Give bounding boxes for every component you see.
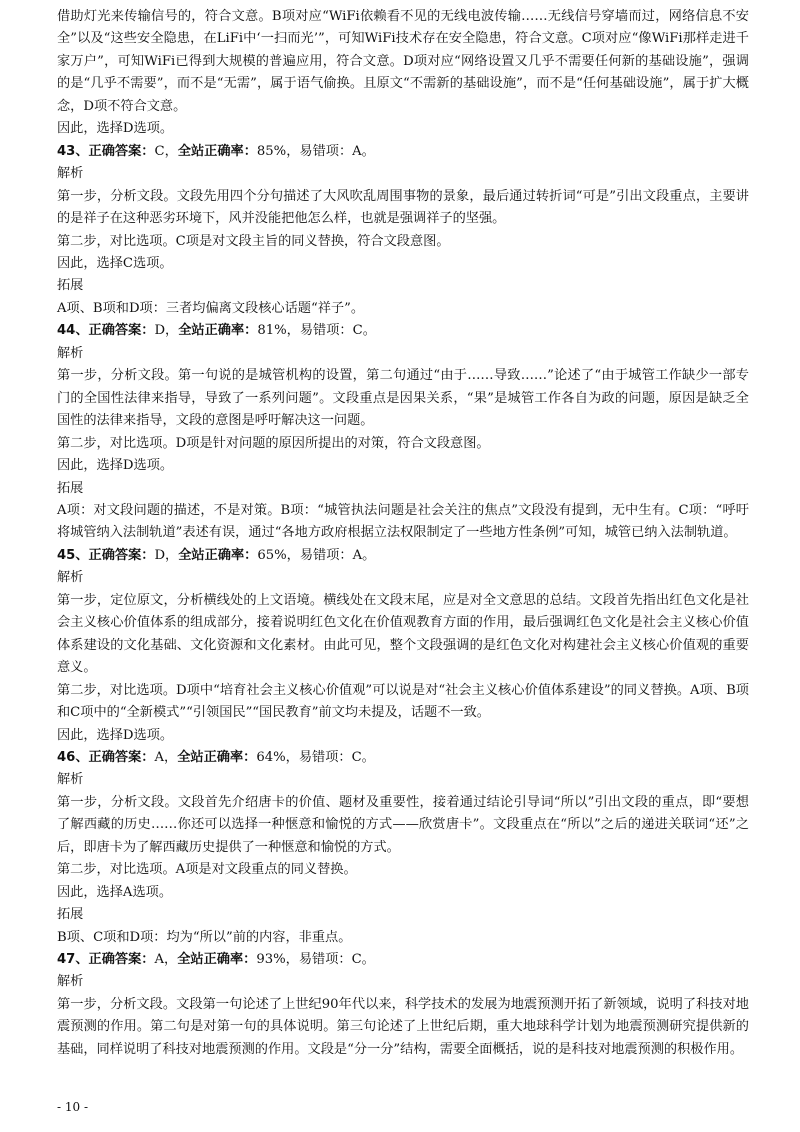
- conclusion: 因此，选择C选项。: [57, 255, 173, 271]
- answer-label: 正确答案：: [88, 323, 155, 339]
- answer-label: 正确答案：: [88, 547, 155, 563]
- section-label: 拓展: [57, 480, 84, 496]
- analysis-paragraph: 第一步，分析文段。文段首先介绍唐卡的价值、题材及重要性，接着通过结论引导词“所以”引出文段的重点，即“要想了解西藏的历史……你还可以选择一种惬意和愉悦的方式——欣赏唐卡”。文段重点在“所以”之后的递进关联词“还”之后，即唐卡为了解西藏历史提供了一种惬意和愉悦的方式。: [57, 794, 749, 855]
- section-label: 解析: [57, 772, 84, 788]
- rate-label: 全站正确率：: [178, 547, 258, 563]
- rate-label: 全站正确率：: [177, 749, 257, 765]
- analysis-paragraph: 第二步，对比选项。C项是对文段主旨的同义替换，符合文段意图。: [57, 233, 450, 249]
- answer-label: 正确答案：: [88, 952, 155, 968]
- conclusion: 因此，选择D选项。: [57, 727, 174, 743]
- answer-value: D，: [154, 547, 179, 563]
- section-label: 拓展: [57, 907, 84, 923]
- answer-label: 正确答案：: [88, 143, 155, 159]
- rate-label: 全站正确率：: [178, 323, 258, 339]
- section-label: 解析: [57, 974, 84, 990]
- question-number: 43、: [57, 143, 89, 159]
- question-number: 47、: [57, 952, 89, 968]
- answer-value: A，: [154, 952, 178, 968]
- conclusion: 因此，选择D选项。: [57, 458, 174, 474]
- analysis-paragraph: 第一步，分析文段。第一句说的是城管机构的设置，第二句通过“由于……导致……”论述了“由于城管工作缺少一部专门的全国性法律来指导，导致了一系列问题”。文段重点是因果关系，“果”是城管工作各自为政的问题，原因是缺乏全国性的法律来指导，文段的意图是呼吁解决这一问题。: [57, 368, 749, 429]
- analysis-paragraph: 第一步，分析文段。文段第一句论述了上世纪90年代以来，科学技术的发展为地震预测开拓了新领域，说明了科技对地震预测的作用。第二句是对第一句的具体说明。第三句论述了上世纪后期，重大地球科学计划为地震预测研究提供新的基础，同样说明了科技对地震预测的作用。文段是“分一分”结构，需要全面概括，说的是科技对地震预测的积极作用。: [57, 996, 749, 1057]
- question-number: 45、: [57, 547, 89, 563]
- rate-value: 85%，易错项：A。: [256, 143, 375, 159]
- intro-conclusion: 因此，选择D选项。: [57, 121, 174, 137]
- section-label: 解析: [57, 570, 84, 586]
- analysis-paragraph: 第二步，对比选项。D项中“培育社会主义核心价值观”可以说是对“社会主义核心价值体系建设”的同义替换。A项、B项和C项中的“全新模式”“引领国民”“国民教育”前文均未提及，话题不一致。: [57, 682, 749, 721]
- section-label: 解析: [57, 345, 84, 361]
- question-number: 46、: [57, 749, 89, 765]
- answer-value: D，: [154, 323, 179, 339]
- answer-label: 正确答案：: [88, 749, 155, 765]
- rate-value: 81%，易错项：C。: [257, 323, 376, 339]
- extension-paragraph: A项：对文段问题的描述，不是对策。B项：“城管执法问题是社会关注的焦点”文段没有提到，无中生有。C项：“呼吁将城管纳入法制轨道”表述有误，通过“各地方政府根据立法权限制定了一些地方性条例”可知，城管已纳入法制轨道。: [57, 502, 749, 541]
- rate-value: 93%，易错项：C。: [256, 952, 375, 968]
- rate-value: 65%，易错项：A。: [257, 547, 376, 563]
- question-header: [57, 141, 749, 163]
- page-content: [57, 6, 749, 1061]
- extension-paragraph: B项、C项和D项：均为“所以”前的内容，非重点。: [57, 929, 352, 945]
- rate-label: 全站正确率：: [177, 952, 257, 968]
- section-label: 解析: [57, 166, 84, 182]
- analysis-paragraph: 第一步，定位原文，分析横线处的上文语境。横线处在文段末尾，应是对全文意思的总结。文段首先指出红色文化是社会主义核心价值体系的组成部分，接着说明红色文化在价值观教育方面的作用，最后强调红色文化是社会主义核心价值体系建设的文化基础、文化资源和文化素材。由此可见，整个文段强调的是红色文化对构建社会主义核心价值观的重要意义。: [57, 592, 749, 676]
- conclusion: 因此，选择A选项。: [57, 884, 173, 900]
- question-header: [57, 747, 749, 769]
- page-number: - 10 -: [57, 1100, 89, 1114]
- rate-label: 全站正确率：: [177, 143, 257, 159]
- analysis-paragraph: 第一步，分析文段。文段先用四个分句描述了大风吹乱周围事物的景象，最后通过转折词“可是”引出文段重点，主要讲的是祥子在这种恶劣环境下，风并没能把他怎么样，也就是强调祥子的坚强。: [57, 188, 749, 227]
- rate-value: 64%，易错项：C。: [256, 749, 375, 765]
- analysis-paragraph: 第二步，对比选项。A项是对文段重点的同义替换。: [57, 862, 357, 878]
- section-label: 拓展: [57, 278, 84, 294]
- question-header: [57, 949, 749, 971]
- answer-value: A，: [154, 749, 178, 765]
- intro-paragraph: 借助灯光来传输信号的，符合文意。B项对应“WiFi依赖看不见的无线电波传输……无线信号穿墙而过，网络信息不安全”以及“这些安全隐患，在LiFi中‘一扫而光’”，可知WiFi技术存在安全隐患，符合文意。C项对应“像WiFi那样走进千家万户”，可知WiFi已得到大规模的普遍应用，符合文意。D项对应“网络设置又几乎不需要任何新的基础设施”，强调的是“几乎不需要”，而不是“无需”，属于语气偷换。且原文“不需新的基础设施”，而不是“任何基础设施”，属于扩大概念，D项不符合文意。: [57, 9, 749, 114]
- extension-paragraph: A项、B项和D项：三者均偏离文段核心话题“祥子”。: [57, 300, 365, 316]
- question-number: 44、: [57, 323, 89, 339]
- analysis-paragraph: 第二步，对比选项。D项是针对问题的原因所提出的对策，符合文段意图。: [57, 435, 490, 451]
- answer-value: C，: [154, 143, 178, 159]
- question-header: [57, 545, 749, 567]
- question-header: [57, 320, 749, 342]
